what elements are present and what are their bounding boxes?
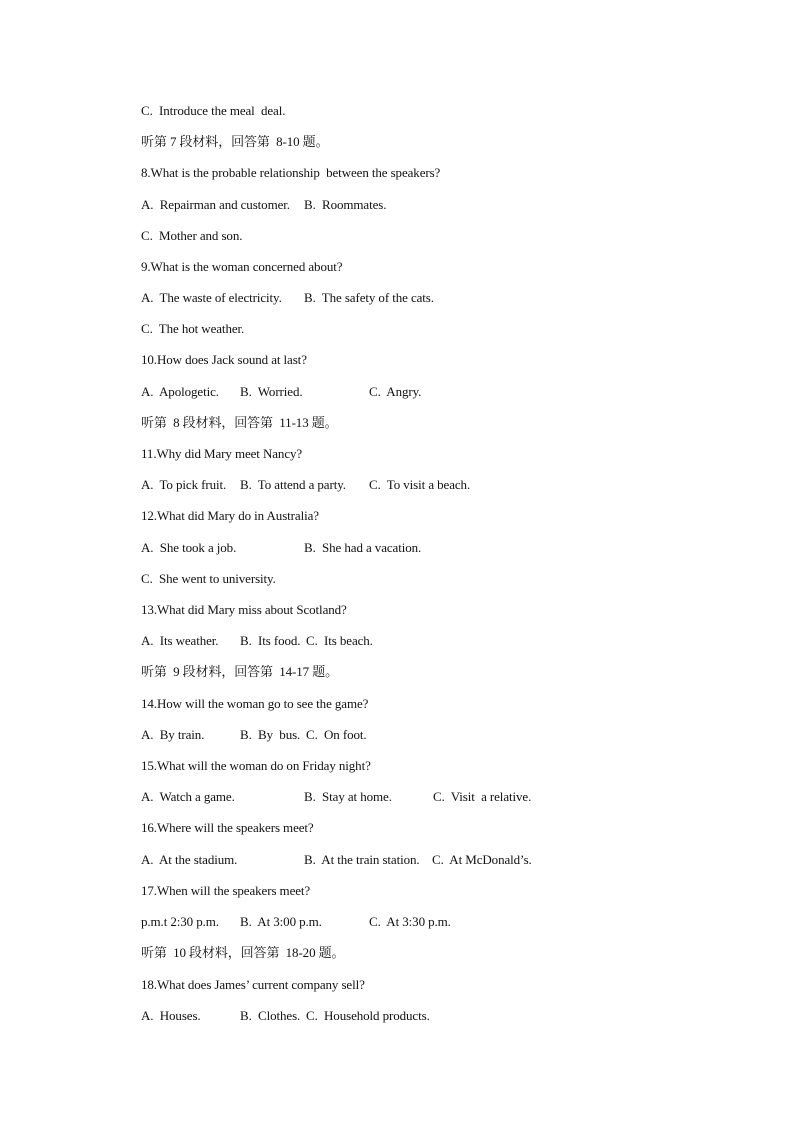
option-a: A. Apologetic. — [141, 384, 219, 399]
option-a: A. She took a job. — [141, 540, 237, 555]
option-c: C. To visit a beach. — [369, 477, 471, 492]
question-text: 17.When will the speakers meet? — [141, 883, 311, 898]
option-b: B. Its food. — [240, 633, 301, 648]
instruction-text: 听第 7 段材料，回答第 8-10 题。 — [141, 134, 329, 149]
option-c: C. At McDonald’s. — [432, 852, 532, 867]
question-text: 11.Why did Mary meet Nancy? — [141, 446, 303, 461]
option-b: B. Stay at home. — [304, 789, 392, 804]
option-text: C. Introduce the meal deal. — [141, 103, 286, 118]
option-a: A. Watch a game. — [141, 789, 235, 804]
option-c: C. At 3:30 p.m. — [369, 914, 451, 929]
option-a: A. Repairman and customer. — [141, 197, 290, 212]
option-c: C. Mother and son. — [141, 228, 243, 243]
question-text: 14.How will the woman go to see the game? — [141, 696, 369, 711]
option-a: A. The waste of electricity. — [141, 290, 282, 305]
option-c: C. Visit a relative. — [433, 789, 532, 804]
option-c: C. The hot weather. — [141, 321, 245, 336]
option-b: B. At the train station. — [304, 852, 420, 867]
question-text: 13.What did Mary miss about Scotland? — [141, 602, 347, 617]
option-c: C. On foot. — [306, 727, 367, 742]
option-a: p.m.t 2:30 p.m. — [141, 914, 219, 929]
question-text: 10.How does Jack sound at last? — [141, 352, 307, 367]
option-b: B. Worried. — [240, 384, 303, 399]
instruction-text: 听第 10 段材料，回答第 18-20 题。 — [141, 945, 345, 960]
option-b: B. At 3:00 p.m. — [240, 914, 322, 929]
option-b: B. Clothes. — [240, 1008, 301, 1023]
instruction-text: 听第 8 段材料，回答第 11-13 题。 — [141, 415, 338, 430]
option-a: A. Its weather. — [141, 633, 219, 648]
option-a: A. Houses. — [141, 1008, 201, 1023]
option-c: C. Its beach. — [306, 633, 373, 648]
option-b: B. By bus. — [240, 727, 301, 742]
option-b: B. She had a vacation. — [304, 540, 422, 555]
option-c: C. Household products. — [306, 1008, 430, 1023]
question-text: 12.What did Mary do in Australia? — [141, 508, 319, 523]
question-text: 18.What does James’ current company sell? — [141, 977, 365, 992]
option-c: C. Angry. — [369, 384, 422, 399]
question-text: 15.What will the woman do on Friday night? — [141, 758, 371, 773]
instruction-text: 听第 9 段材料，回答第 14-17 题。 — [141, 664, 339, 679]
option-a: A. To pick fruit. — [141, 477, 227, 492]
option-a: A. By train. — [141, 727, 205, 742]
question-text: 16.Where will the speakers meet? — [141, 820, 314, 835]
option-b: B. To attend a party. — [240, 477, 346, 492]
option-c: C. She went to university. — [141, 571, 276, 586]
option-b: B. The safety of the cats. — [304, 290, 434, 305]
question-text: 8.What is the probable relationship between the speakers? — [141, 165, 441, 180]
option-b: B. Roommates. — [304, 197, 387, 212]
q18-options — [141, 1008, 430, 1088]
question-text: 9.What is the woman concerned about? — [141, 259, 343, 274]
option-a: A. At the stadium. — [141, 852, 238, 867]
